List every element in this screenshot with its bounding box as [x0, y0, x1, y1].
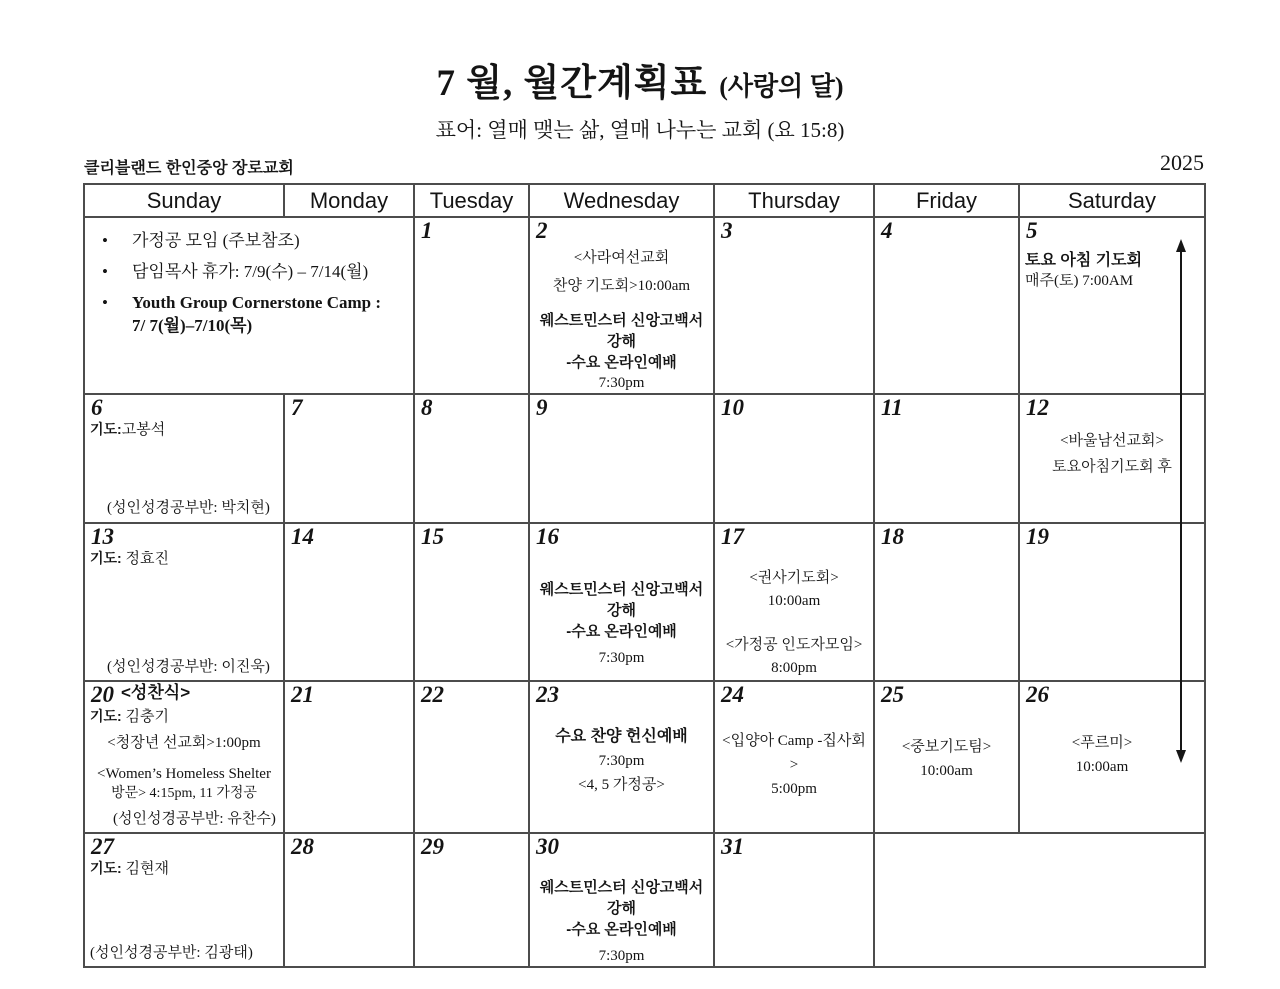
- day-number: 12: [1026, 394, 1049, 420]
- bullet-icon: •: [102, 292, 108, 312]
- day-cell-28: [284, 833, 414, 967]
- prayer-name: 정효진: [125, 551, 169, 568]
- day-number: 8: [421, 394, 433, 420]
- note-item: [102, 261, 410, 284]
- event-title: -수요 온라인예배: [566, 623, 677, 641]
- weekday-wednesday: Wednesday: [529, 184, 714, 217]
- note-item: [102, 230, 410, 253]
- event-line: <입양아 Camp -집사회>: [722, 733, 866, 774]
- event-time: 5:00pm: [771, 781, 817, 798]
- prayer-label: 기도:: [90, 708, 122, 725]
- day-cell-25: [874, 681, 1019, 833]
- event-title: 토요 아침 기도회: [1025, 252, 1143, 270]
- day-number: 27: [91, 834, 114, 860]
- day-cell-15: [414, 523, 529, 681]
- day-number: 22: [421, 682, 444, 708]
- weekday-monday: Monday: [284, 184, 414, 217]
- event-sara-mission: [533, 245, 710, 301]
- day-cell-24: [714, 681, 874, 833]
- note-text: 담임목사 휴가: 7/9(수) – 7/14(월): [132, 261, 369, 281]
- prayer-label: 기도:: [90, 860, 122, 877]
- event-intercessory-team: [878, 735, 1015, 783]
- note-line: Youth Group Cornerstone Camp :: [132, 292, 382, 312]
- event-line: <푸르미>: [1071, 735, 1133, 752]
- weekday-saturday: Saturday: [1019, 184, 1205, 217]
- week-row-1: [84, 217, 1205, 394]
- event-time: 10:00am: [1075, 759, 1129, 776]
- weekday-tuesday: Tuesday: [414, 184, 529, 217]
- event-time: 7:30pm: [598, 374, 645, 391]
- day-number: 23: [536, 682, 559, 708]
- title-month: 7 월, 월간계획표: [436, 63, 708, 104]
- page-title: [0, 52, 1280, 106]
- weekday-friday: Friday: [874, 184, 1019, 217]
- day-number: 6: [91, 394, 103, 420]
- day-cell-29: [414, 833, 529, 967]
- event-adoptee-camp: [718, 729, 870, 801]
- church-name: 클리블랜드 한인중앙 장로교회: [84, 160, 294, 177]
- event-title: 웨스트민스터 신앙고백서 강해: [539, 311, 704, 350]
- bible-class-note: (성인성경공부반: 박치현): [107, 500, 270, 517]
- bullet-icon: •: [102, 231, 108, 250]
- event-family-leaders: [718, 634, 870, 681]
- prayer-name: 김충기: [125, 709, 169, 726]
- day-cell-31: [714, 833, 874, 967]
- day-cell-22: [414, 681, 529, 833]
- day-number: 16: [536, 523, 559, 549]
- event-westminster: [533, 310, 710, 393]
- motto-text: 표어: 열매 맺는 삶, 열매 나누는 교회 (요 15:8): [435, 118, 845, 142]
- day-cell-1: [414, 217, 529, 394]
- day-cell-11: [874, 394, 1019, 523]
- bible-class-note: (성인성경공부반: 이진욱): [107, 658, 270, 675]
- bullet-icon: •: [102, 261, 108, 281]
- event-title: 웨스트민스터 신앙고백서 강해: [539, 581, 704, 620]
- day-number: 28: [291, 834, 314, 860]
- week-row-3: [84, 523, 1205, 681]
- day-cell-10: [714, 394, 874, 523]
- day-cell-16: [529, 523, 714, 681]
- day-number: 13: [91, 523, 114, 549]
- event-line: <중보기도팀>: [901, 739, 992, 756]
- day-header: [88, 682, 280, 707]
- weekday-sunday: Sunday: [84, 184, 284, 217]
- event-pureumi: [1023, 731, 1201, 779]
- day-number: 31: [721, 834, 744, 860]
- day-cell-8: [414, 394, 529, 523]
- month-notes-cell: [84, 217, 414, 394]
- day-cell-3: [714, 217, 874, 394]
- day-number: 10: [721, 394, 744, 420]
- event-title: -수요 온라인예배: [566, 921, 677, 939]
- event-time: 7:30pm: [598, 948, 645, 965]
- prayer-label: 기도:: [90, 421, 122, 438]
- day-number: 18: [881, 523, 904, 549]
- note-item: [102, 292, 410, 338]
- day-cell-21: [284, 681, 414, 833]
- year-label: 2025: [1160, 150, 1204, 175]
- event-young-adult-mission: <청장년 선교회>1:00pm: [107, 734, 261, 751]
- title-theme: (사랑의 달): [719, 72, 844, 101]
- event-line: <권사기도회>: [749, 570, 839, 587]
- day-cell-18: [874, 523, 1019, 681]
- event-line: <4, 5 가정공>: [578, 777, 665, 794]
- prayer-line: [88, 707, 280, 728]
- weekday-header-row: [84, 184, 1205, 217]
- event-line: <가정공 인도자모임>: [725, 636, 863, 653]
- day-number: 7: [291, 394, 303, 420]
- day-cell-9: [529, 394, 714, 523]
- event-westminster: [533, 579, 710, 668]
- day-number: 4: [881, 218, 893, 243]
- day-cell-27: [84, 833, 284, 967]
- day-number: 26: [1026, 682, 1049, 708]
- prayer-line: [88, 859, 280, 880]
- prayer-name: 고봉석: [121, 422, 166, 439]
- communion-label: <성찬식>: [121, 683, 191, 703]
- event-line: <사라여선교회: [573, 250, 670, 267]
- day-cell-6: [84, 394, 284, 523]
- event-time: 7:30pm: [598, 650, 645, 667]
- day-number: 29: [421, 834, 444, 860]
- prayer-line: [88, 549, 280, 570]
- arrow-down-icon: [1176, 750, 1186, 763]
- day-number: 2: [536, 218, 548, 243]
- event-time: 8:00pm: [771, 659, 817, 676]
- calendar-table: [83, 183, 1206, 968]
- day-number: 1: [421, 218, 433, 243]
- day-number: 21: [291, 682, 314, 708]
- day-number: 24: [721, 682, 744, 708]
- event-title: -수요 온라인예배: [566, 353, 677, 371]
- day-cell-4: [874, 217, 1019, 394]
- event-line: <Women’s Homeless Shelter: [97, 766, 271, 783]
- event-title: 수요 찬양 헌신예배: [555, 728, 688, 746]
- week-row-2: [84, 394, 1205, 523]
- day-cell-14: [284, 523, 414, 681]
- event-westminster: [533, 877, 710, 966]
- arrow-up-icon: [1176, 239, 1186, 252]
- event-time: 매주(토) 7:00AM: [1025, 272, 1134, 289]
- day-number: 14: [291, 523, 314, 549]
- day-cell-19: [1019, 523, 1205, 681]
- event-kwonsa-prayer: [718, 567, 870, 614]
- event-time: 7:30pm: [598, 753, 645, 770]
- prayer-line: [88, 420, 280, 441]
- day-cell-23: [529, 681, 714, 833]
- saturday-prayer-span-arrow: [1180, 250, 1182, 752]
- prayer-name: 김현재: [125, 861, 169, 878]
- day-cell-20: [84, 681, 284, 833]
- event-line: 토요아침기도회 후: [1052, 459, 1172, 476]
- bible-class-note: (성인성경공부반: 유찬수): [113, 810, 276, 827]
- day-number: 15: [421, 523, 444, 549]
- day-cell-30: [529, 833, 714, 967]
- event-line: <바울남선교회>: [1060, 433, 1164, 450]
- event-paul-mission: [1023, 428, 1201, 481]
- day-number: 25: [881, 682, 904, 708]
- day-number: 19: [1026, 523, 1049, 549]
- day-number: 3: [721, 218, 733, 243]
- week-row-4: [84, 681, 1205, 833]
- week-row-5: [84, 833, 1205, 967]
- note-line: 7/ 7(월)–7/10(목): [132, 315, 253, 335]
- day-cell-13: [84, 523, 284, 681]
- event-line: 찬양 기도회>10:00am: [552, 277, 691, 294]
- day-cell-7: [284, 394, 414, 523]
- day-cell-17: [714, 523, 874, 681]
- bible-class-note: (성인성경공부반: 김광태): [90, 944, 253, 961]
- day-cell-2: [529, 217, 714, 394]
- prayer-label: 기도:: [90, 550, 122, 567]
- day-number: 11: [881, 394, 903, 420]
- event-line: 방문> 4:15pm, 11 가정공: [111, 785, 257, 801]
- event-homeless-shelter: [88, 765, 280, 803]
- weekday-thursday: Thursday: [714, 184, 874, 217]
- day-number: 17: [721, 523, 744, 549]
- event-time: 10:00am: [767, 593, 821, 610]
- day-cell-12: [1019, 394, 1205, 523]
- day-number: 5: [1026, 218, 1038, 243]
- empty-merged-cell: [874, 833, 1205, 967]
- event-time: 10:00am: [920, 763, 973, 780]
- note-text: [132, 292, 381, 338]
- month-notes-list: [102, 230, 410, 338]
- day-number: 20: [91, 682, 114, 708]
- day-number: 30: [536, 834, 559, 860]
- day-number: 9: [536, 394, 548, 420]
- event-praise-service: [533, 725, 710, 797]
- note-text: 가정공 모임 (주보참조): [132, 231, 300, 250]
- event-title: 웨스트민스터 신앙고백서 강해: [539, 879, 704, 918]
- event-sat-morning-prayer: [1023, 251, 1201, 291]
